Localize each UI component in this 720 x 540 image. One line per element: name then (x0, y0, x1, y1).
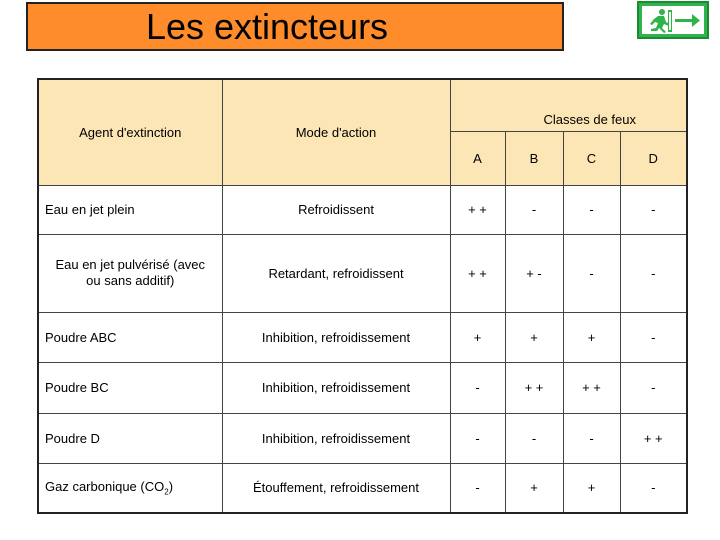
class-a-cell: - (450, 463, 505, 513)
table-row (38, 463, 687, 513)
class-c-cell: - (563, 234, 620, 312)
table-row (38, 362, 687, 413)
agent-cell: Poudre ABC (38, 312, 222, 362)
mode-cell: Étouffement, refroidissement (222, 463, 450, 513)
class-b-cell: + (505, 463, 563, 513)
subscript-2: 2 (164, 487, 169, 497)
class-a-cell: + + (450, 234, 505, 312)
class-a-cell: - (450, 413, 505, 463)
agent-cell (38, 463, 222, 513)
emergency-exit-icon (637, 1, 709, 39)
class-b-cell: - (505, 185, 563, 234)
page-title: Les extincteurs (145, 5, 389, 47)
agent-text-end: ) (168, 478, 174, 494)
class-c-cell: + (563, 463, 620, 513)
class-c-cell: - (563, 413, 620, 463)
class-b-cell: - (505, 413, 563, 463)
header-classes: Classes de feux (450, 79, 687, 131)
header-agent: Agent d'extinction (38, 79, 222, 185)
class-a-cell: - (450, 362, 505, 413)
mode-cell: Inhibition, refroidissement (222, 413, 450, 463)
class-d-cell: - (620, 362, 687, 413)
extinguisher-table (37, 78, 688, 514)
header-class-d: D (620, 131, 687, 185)
agent-cell: Eau en jet plein (38, 185, 222, 234)
class-a-cell: + (450, 312, 505, 362)
class-b-cell: + + (505, 362, 563, 413)
mode-cell: Refroidissent (222, 185, 450, 234)
class-c-cell: + (563, 312, 620, 362)
class-d-cell: - (620, 463, 687, 513)
header-class-a: A (450, 131, 505, 185)
header-mode: Mode d'action (222, 79, 450, 185)
class-c-cell: - (563, 185, 620, 234)
class-a-cell: + + (450, 185, 505, 234)
class-b-cell: + - (505, 234, 563, 312)
class-b-cell: + (505, 312, 563, 362)
class-d-cell: + + (620, 413, 687, 463)
title-banner (26, 2, 564, 51)
agent-cell: Eau en jet pulvérisé (avec ou sans additif) (38, 234, 222, 312)
table-row (38, 413, 687, 463)
agent-cell: Poudre BC (38, 362, 222, 413)
table-row (38, 312, 687, 362)
table-row (38, 234, 687, 312)
agent-cell: Poudre D (38, 413, 222, 463)
header-class-b: B (505, 131, 563, 185)
class-d-cell: - (620, 185, 687, 234)
class-c-cell: + + (563, 362, 620, 413)
mode-cell: Retardant, refroidissent (222, 234, 450, 312)
class-d-cell: - (620, 234, 687, 312)
mode-cell: Inhibition, refroidissement (222, 362, 450, 413)
mode-cell: Inhibition, refroidissement (222, 312, 450, 362)
class-d-cell: - (620, 312, 687, 362)
agent-text: Gaz carbonique (CO (45, 478, 165, 494)
table-row (38, 185, 687, 234)
header-class-c: C (563, 131, 620, 185)
